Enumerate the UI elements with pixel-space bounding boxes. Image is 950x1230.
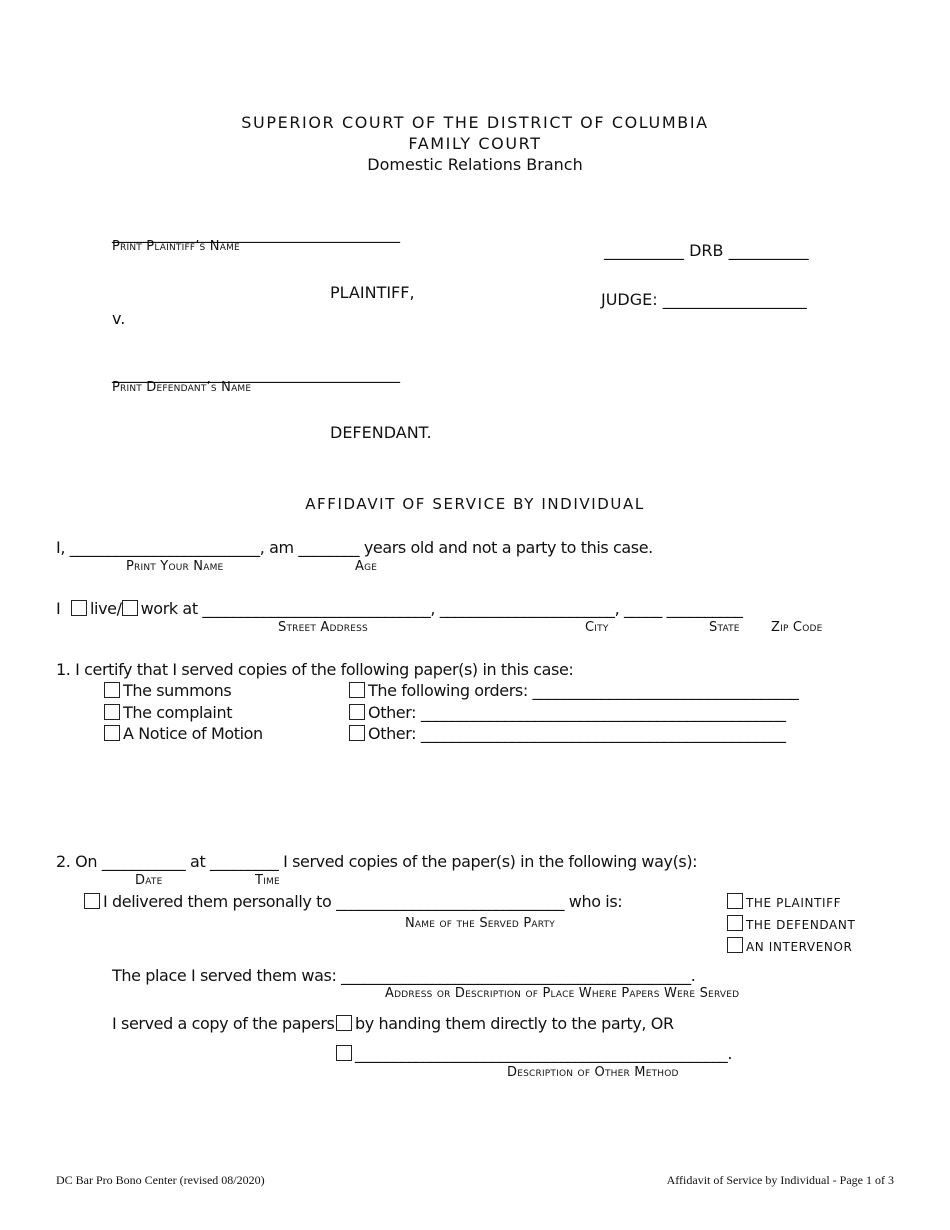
other-2-checkbox[interactable] <box>349 725 365 741</box>
footer-right: Affidavit of Service by Individual - Page 1 of 3 <box>666 1173 894 1187</box>
delivered-personally <box>84 892 622 911</box>
section2-heading[interactable]: 2. On ___________ at _________ I served copies of the paper(s) in the following way(s): <box>56 852 698 871</box>
other-method-checkbox[interactable] <box>336 1045 352 1061</box>
defendant-word: DEFENDANT. <box>330 423 432 442</box>
role-intervenor <box>727 937 852 954</box>
option-notice-of-motion <box>104 724 263 743</box>
document-title: AFFIDAVIT OF SERVICE BY INDIVIDUAL <box>305 495 645 513</box>
age-label: Age <box>355 559 378 574</box>
court-name: SUPERIOR COURT OF THE DISTRICT OF COLUMBIA <box>241 113 709 132</box>
summons-checkbox[interactable] <box>104 682 120 698</box>
plaintiff-name-line[interactable]: ____________________________________ <box>112 224 400 243</box>
versus: v. <box>112 309 126 328</box>
option-following-orders <box>349 681 799 700</box>
intro-line[interactable]: I, _________________________, am ________ years old and not a party to this case. <box>56 538 653 557</box>
court-division: FAMILY COURT <box>408 134 542 153</box>
role-defendant <box>727 915 855 932</box>
option-summons <box>104 681 231 700</box>
notice-of-motion-checkbox[interactable] <box>104 725 120 741</box>
option-other-2 <box>349 724 786 743</box>
section1-heading: 1. I certify that I served copies of the following paper(s) in this case: <box>56 660 574 679</box>
other-2-field[interactable]: Other: ________________________________________________ <box>368 724 786 743</box>
state-label: State <box>709 620 740 635</box>
plaintiff-word: PLAINTIFF, <box>330 283 415 302</box>
role-defendant-label: THE DEFENDANT <box>746 918 856 932</box>
other-method-label: Description of Other Method <box>507 1065 679 1080</box>
place-served-label: Address or Description of Place Where Papers Were Served <box>385 986 740 1001</box>
court-branch: Domestic Relations Branch <box>367 155 583 174</box>
following-orders-field[interactable]: The following orders: ___________________________________ <box>368 681 799 700</box>
served-party-label: Name of the Served Party <box>405 916 555 931</box>
date-label: Date <box>135 873 163 888</box>
role-plaintiff <box>727 893 841 910</box>
city-label: City <box>585 620 609 635</box>
zip-code-label: Zip Code <box>771 620 823 635</box>
other-1-checkbox[interactable] <box>349 704 365 720</box>
option-complaint <box>104 703 232 722</box>
other-1-field[interactable]: Other: ________________________________________________ <box>368 703 786 722</box>
complaint-checkbox[interactable] <box>104 704 120 720</box>
work-address-field[interactable]: work at ______________________________, _______________________, _____ __________ <box>140 599 743 618</box>
role-plaintiff-label: THE PLAINTIFF <box>746 896 842 910</box>
handing-option <box>336 1014 674 1033</box>
delivered-personally-checkbox[interactable] <box>84 893 100 909</box>
place-served-field[interactable]: The place I served them was: ______________________________________________. <box>112 966 696 985</box>
role-intervenor-label: AN INTERVENOR <box>746 940 853 954</box>
work-checkbox[interactable] <box>122 600 138 616</box>
role-plaintiff-checkbox[interactable] <box>727 893 743 909</box>
served-copy-text: I served a copy of the papers <box>112 1014 335 1033</box>
served-party-field[interactable]: I delivered them personally to ______________________________ who is: <box>103 892 623 911</box>
address-line <box>56 599 743 618</box>
role-defendant-checkbox[interactable] <box>727 915 743 931</box>
option-other-1 <box>349 703 786 722</box>
defendant-name-line[interactable]: ____________________________________ <box>112 364 400 383</box>
street-address-label: Street Address <box>278 620 368 635</box>
live-checkbox[interactable] <box>71 600 87 616</box>
summons-label: The summons <box>123 681 232 700</box>
plaintiff-name-label: Print Plaintiff’s Name <box>112 239 240 254</box>
complaint-label: The complaint <box>123 703 233 722</box>
handing-checkbox[interactable] <box>336 1015 352 1031</box>
i-word: I <box>56 599 61 618</box>
other-method-option <box>336 1044 732 1063</box>
your-name-label: Print Your Name <box>126 559 224 574</box>
case-number-field[interactable]: __________ DRB __________ <box>604 241 809 260</box>
following-orders-checkbox[interactable] <box>349 682 365 698</box>
defendant-name-label: Print Defendant’s Name <box>112 380 252 395</box>
live-label: live/ <box>90 599 122 618</box>
judge-field[interactable]: JUDGE: __________________ <box>601 290 807 309</box>
other-method-field[interactable]: _________________________________________________. <box>355 1044 733 1063</box>
handing-label: by handing them directly to the party, OR <box>355 1014 674 1033</box>
role-intervenor-checkbox[interactable] <box>727 937 743 953</box>
time-label: Time <box>255 873 280 888</box>
footer-left: DC Bar Pro Bono Center (revised 08/2020) <box>56 1173 265 1187</box>
notice-of-motion-label: A Notice of Motion <box>123 724 263 743</box>
